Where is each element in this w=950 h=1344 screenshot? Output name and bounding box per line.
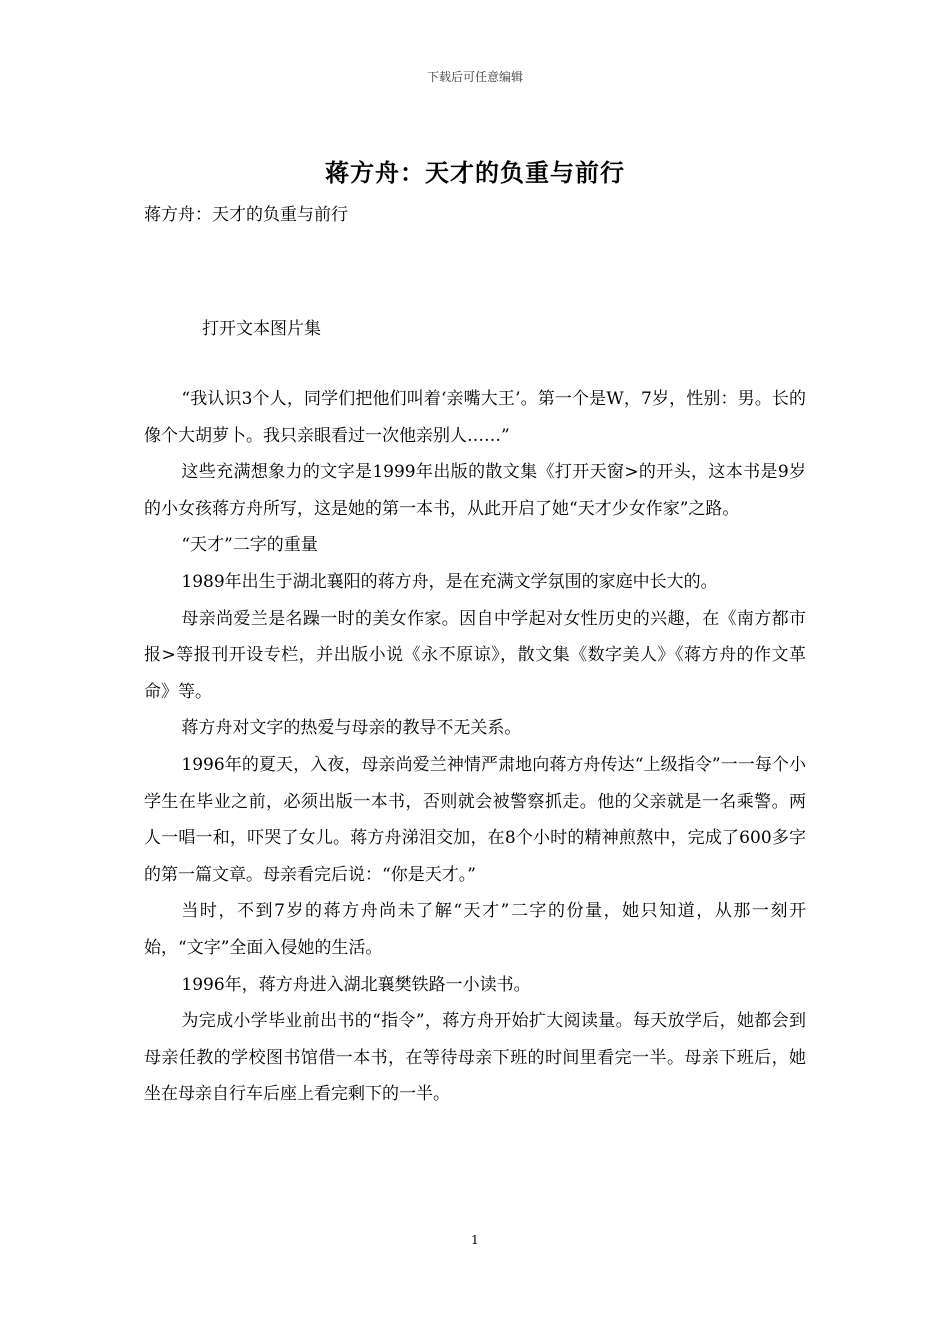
paragraph: 母亲尚爱兰是名躁一时的美女作家。因自中学起对女性历史的兴趣，在《南方都市报>等报刊开设专栏，并出版小说《永不原谅》，散文集《数字美人》《蒋方舟的作文革命》等。 — [144, 608, 806, 702]
paragraph: 当时，不到7岁的蒋方舟尚未了解“天才”二字的份量，她只知道，从那一刻开始，“文字”全面入侵她的生活。 — [144, 901, 806, 958]
subtitle: 蒋方舟：天才的负重与前行 — [144, 205, 348, 225]
paragraph: “我认识3个人，同学们把他们叫着‘亲嘴大王’。第一个是W，7岁，性别：男。长的像个大胡萝卜。我只亲眼看过一次他亲别人……” — [144, 389, 806, 446]
page-title: 蒋方舟：天才的负重与前行 — [325, 158, 625, 187]
paragraph: 1996年，蒋方舟进入湖北襄樊铁路一小读书。 — [181, 974, 531, 995]
paragraph: 蒋方舟对文字的热爱与母亲的教导不无关系。 — [181, 718, 522, 739]
paragraph: 为完成小学毕业前出书的“指令”，蒋方舟开始扩大阅读量。每天放学后，她都会到母亲任教的学校图书馆借一本书，在等待母亲下班的时间里看完一半。母亲下班后，她坐在母亲自行车后座上看完剩下的一半。 — [144, 1011, 806, 1105]
page-number: 1 — [471, 1233, 479, 1247]
header-note: 下载后可任意编辑 — [426, 70, 523, 84]
paragraph: 1989年出生于湖北襄阳的蒋方舟，是在充满文学氛围的家庭中长大的。 — [181, 571, 718, 592]
paragraph: 1996年的夏天，入夜，母亲尚爱兰神情严肃地向蒋方舟传达“上级指令”一一每个小学生在毕业之前，必须出版一本书，否则就会被警察抓走。他的父亲就是一名乘警。两人一唱一和，吓哭了女儿。蒋方舟涕泪交加，在8个小时的精神煎熬中，完成了600多字的第一篇文章。母亲看完后说：“你是天才。” — [144, 754, 806, 885]
paragraph: 这些充满想象力的文字是1999年出版的散文集《打开天窗>的开头，这本书是9岁的小女孩蒋方舟所写，这是她的第一本书，从此开启了她“天才少女作家”之路。 — [144, 462, 806, 519]
section-heading: “天才”二字的重量 — [181, 535, 318, 556]
article-body — [144, 381, 806, 1113]
open-image-gallery-link[interactable]: 打开文本图片集 — [202, 319, 321, 339]
